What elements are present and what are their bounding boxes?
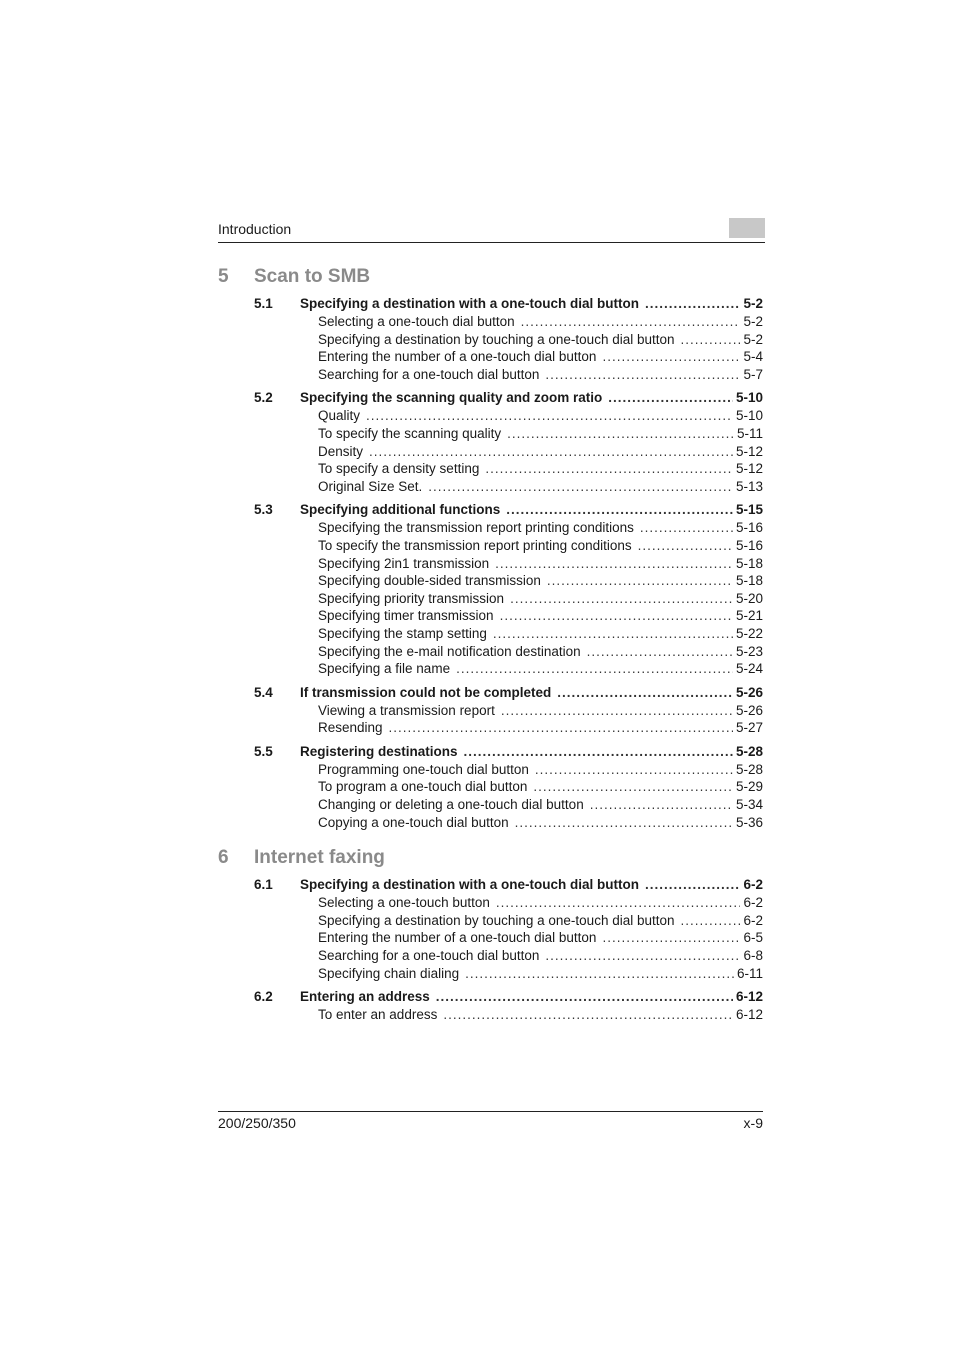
entry-page: 5-2: [743, 314, 763, 329]
entry-page: 5-10: [735, 408, 763, 424]
toc-entry: [218, 537, 763, 555]
entry-title: Specifying the stamp setting: [318, 625, 487, 641]
toc-entry: [218, 519, 763, 537]
entry-title: Specifying a destination by touching a one-touch dial button: [318, 912, 675, 928]
section-page: 5-2: [743, 296, 763, 311]
entry-title: Viewing a transmission report: [318, 702, 495, 718]
entry-page: 5-20: [735, 590, 763, 606]
toc-section: [218, 389, 763, 495]
dot-leader: [436, 988, 733, 1006]
page-header: [218, 218, 765, 243]
dot-leader: [369, 443, 733, 461]
entry-title: To program a one-touch dial button: [318, 779, 528, 795]
entry-page: 5-7: [743, 366, 763, 382]
dot-leader: [464, 743, 733, 761]
section-page: 6-12: [735, 989, 763, 1005]
dot-leader: [506, 501, 733, 519]
chapter-heading: [218, 262, 763, 292]
toc-entry: [218, 607, 763, 625]
toc-section: [218, 876, 763, 982]
section-row: [218, 295, 763, 313]
entry-page: 5-13: [735, 478, 763, 494]
dot-leader: [443, 1006, 733, 1024]
entry-page: 6-2: [743, 912, 763, 928]
toc-entry: [218, 719, 763, 737]
entry-title: Specifying the transmission report printing conditions: [318, 520, 634, 536]
section-number: 5.2: [254, 390, 273, 406]
dot-leader: [545, 366, 740, 384]
entry-title: Searching for a one-touch dial button: [318, 366, 540, 382]
entry-page: 5-16: [735, 537, 763, 553]
entry-page: 5-2: [743, 331, 763, 347]
dot-leader: [545, 947, 740, 965]
entry-page: 5-36: [735, 814, 763, 830]
section-page: 5-26: [735, 684, 763, 700]
dot-leader: [515, 814, 733, 832]
dot-leader: [507, 425, 734, 443]
table-of-contents: [218, 262, 763, 1030]
toc-entry: [218, 555, 763, 573]
entry-page: 5-16: [735, 520, 763, 536]
header-tab-marker: [729, 218, 765, 238]
dot-leader: [535, 761, 733, 779]
entry-title: To enter an address: [318, 1007, 438, 1023]
toc-entry: [218, 643, 763, 661]
toc-entry: [218, 625, 763, 643]
dot-leader: [645, 876, 740, 894]
toc-entry: [218, 796, 763, 814]
toc-entry: [218, 965, 763, 983]
entry-page: 5-23: [735, 643, 763, 659]
dot-leader: [645, 295, 740, 313]
entry-page: 6-2: [743, 895, 763, 911]
toc-entry: [218, 366, 763, 384]
entry-title: Specifying priority transmission: [318, 590, 505, 606]
entry-title: To specify the scanning quality: [318, 425, 502, 441]
dot-leader: [587, 643, 733, 661]
entry-title: Entering the number of a one-touch dial button: [318, 349, 597, 365]
entry-page: 5-12: [735, 443, 763, 459]
entry-title: Specifying a file name: [318, 661, 451, 677]
entry-page: 5-4: [743, 349, 763, 365]
section-number: 5.1: [254, 296, 273, 311]
toc-section: [218, 684, 763, 737]
dot-leader: [485, 460, 733, 478]
dot-leader: [547, 572, 733, 590]
dot-leader: [456, 660, 733, 678]
toc-entry: [218, 331, 763, 349]
toc-entry: [218, 894, 763, 912]
entry-page: 5-22: [735, 625, 763, 641]
entry-page: 6-12: [735, 1007, 763, 1023]
dot-leader: [493, 625, 733, 643]
toc-entry: [218, 425, 763, 443]
dot-leader: [521, 313, 741, 331]
toc-entry: [218, 1006, 763, 1024]
entry-page: 5-27: [735, 720, 763, 736]
entry-title: Specifying double-sided transmission: [318, 573, 541, 589]
section-row: [218, 684, 763, 702]
toc-entry: [218, 660, 763, 678]
section-number: 6.1: [254, 877, 273, 893]
section-number: 5.4: [254, 684, 273, 700]
entry-page: 5-29: [735, 779, 763, 795]
chapter-title: Scan to SMB: [254, 266, 371, 287]
section-page: 5-15: [735, 502, 763, 518]
entry-title: Programming one-touch dial button: [318, 761, 529, 777]
dot-leader: [638, 537, 733, 555]
entry-title: Copying a one-touch dial button: [318, 814, 509, 830]
section-number: 6.2: [254, 989, 273, 1005]
entry-page: 5-18: [735, 555, 763, 571]
entry-page: 5-12: [735, 461, 763, 477]
toc-section: [218, 501, 763, 677]
dot-leader: [501, 702, 733, 720]
entry-page: 6-11: [736, 965, 763, 981]
entry-page: 5-34: [735, 797, 763, 813]
section-number: 5.3: [254, 502, 273, 518]
entry-page: 5-21: [735, 608, 763, 624]
toc-entry: [218, 814, 763, 832]
entry-title: Density: [318, 443, 364, 459]
dot-leader: [389, 719, 733, 737]
entry-title: Specifying the e-mail notification destination: [318, 643, 581, 659]
entry-title: Specifying 2in1 transmission: [318, 555, 490, 571]
entry-page: 5-18: [735, 573, 763, 589]
entry-title: Original Size Set.: [318, 478, 423, 494]
entry-title: Quality: [318, 408, 361, 424]
dot-leader: [533, 778, 733, 796]
toc-entry: [218, 348, 763, 366]
dot-leader: [640, 519, 733, 537]
entry-title: Selecting a one-touch button: [318, 895, 490, 911]
dot-leader: [590, 796, 733, 814]
toc-section: [218, 743, 763, 831]
chapter-number: 6: [218, 847, 229, 869]
section-title: If transmission could not be completed: [300, 684, 552, 700]
chapter-number: 5: [218, 266, 229, 287]
entry-page: 5-26: [735, 702, 763, 718]
dot-leader: [608, 389, 733, 407]
section-title: Registering destinations: [300, 743, 458, 759]
footer-model: 200/250/350: [218, 1115, 296, 1131]
toc-entry: [218, 407, 763, 425]
entry-title: To specify the transmission report printing conditions: [318, 537, 632, 553]
section-row: [218, 389, 763, 407]
entry-title: Resending: [318, 720, 383, 736]
dot-leader: [681, 331, 741, 349]
chapter-title: Internet faxing: [254, 847, 385, 869]
toc-entry: [218, 912, 763, 930]
dot-leader: [557, 684, 733, 702]
header-title: Introduction: [218, 221, 292, 237]
section-row: [218, 501, 763, 519]
entry-title: Searching for a one-touch dial button: [318, 948, 540, 964]
dot-leader: [510, 590, 733, 608]
entry-title: Specifying a destination by touching a one-touch dial button: [318, 331, 675, 347]
section-page: 5-28: [735, 743, 763, 759]
entry-page: 6-5: [743, 930, 763, 946]
dot-leader: [428, 478, 733, 496]
section-title: Entering an address: [300, 989, 430, 1005]
section-title: Specifying additional functions: [300, 502, 501, 518]
section-title: Specifying the scanning quality and zoom ratio: [300, 390, 603, 406]
toc-entry: [218, 929, 763, 947]
entry-page: 5-11: [736, 425, 763, 441]
toc-entry: [218, 313, 763, 331]
section-row: [218, 876, 763, 894]
toc-entry: [218, 947, 763, 965]
toc-section: [218, 295, 763, 383]
toc-entry: [218, 590, 763, 608]
section-number: 5.5: [254, 743, 273, 759]
toc-entry: [218, 572, 763, 590]
section-row: [218, 988, 763, 1006]
section-row: [218, 743, 763, 761]
toc-entry: [218, 478, 763, 496]
section-page: 6-2: [743, 877, 763, 893]
toc-entry: [218, 443, 763, 461]
toc-entry: [218, 761, 763, 779]
chapter-heading: [218, 843, 763, 873]
dot-leader: [495, 555, 733, 573]
toc-entry: [218, 778, 763, 796]
toc-entry: [218, 460, 763, 478]
dot-leader: [500, 607, 733, 625]
entry-title: Selecting a one-touch dial button: [318, 314, 515, 329]
entry-page: 6-8: [743, 948, 763, 964]
section-title: Specifying a destination with a one-touch dial button: [300, 296, 640, 311]
dot-leader: [496, 894, 741, 912]
entry-page: 5-28: [735, 761, 763, 777]
entry-title: To specify a density setting: [318, 461, 480, 477]
entry-page: 5-24: [735, 661, 763, 677]
dot-leader: [681, 912, 741, 930]
footer-page-number: x-9: [743, 1115, 763, 1131]
dot-leader: [366, 407, 733, 425]
toc-section: [218, 988, 763, 1024]
page-footer: [218, 1111, 763, 1131]
entry-title: Specifying chain dialing: [318, 965, 460, 981]
dot-leader: [602, 929, 740, 947]
section-title: Specifying a destination with a one-touch dial button: [300, 877, 640, 893]
entry-title: Changing or deleting a one-touch dial button: [318, 797, 584, 813]
section-page: 5-10: [735, 390, 763, 406]
entry-title: Entering the number of a one-touch dial button: [318, 930, 597, 946]
entry-title: Specifying timer transmission: [318, 608, 494, 624]
dot-leader: [465, 965, 734, 983]
toc-entry: [218, 702, 763, 720]
dot-leader: [602, 348, 740, 366]
